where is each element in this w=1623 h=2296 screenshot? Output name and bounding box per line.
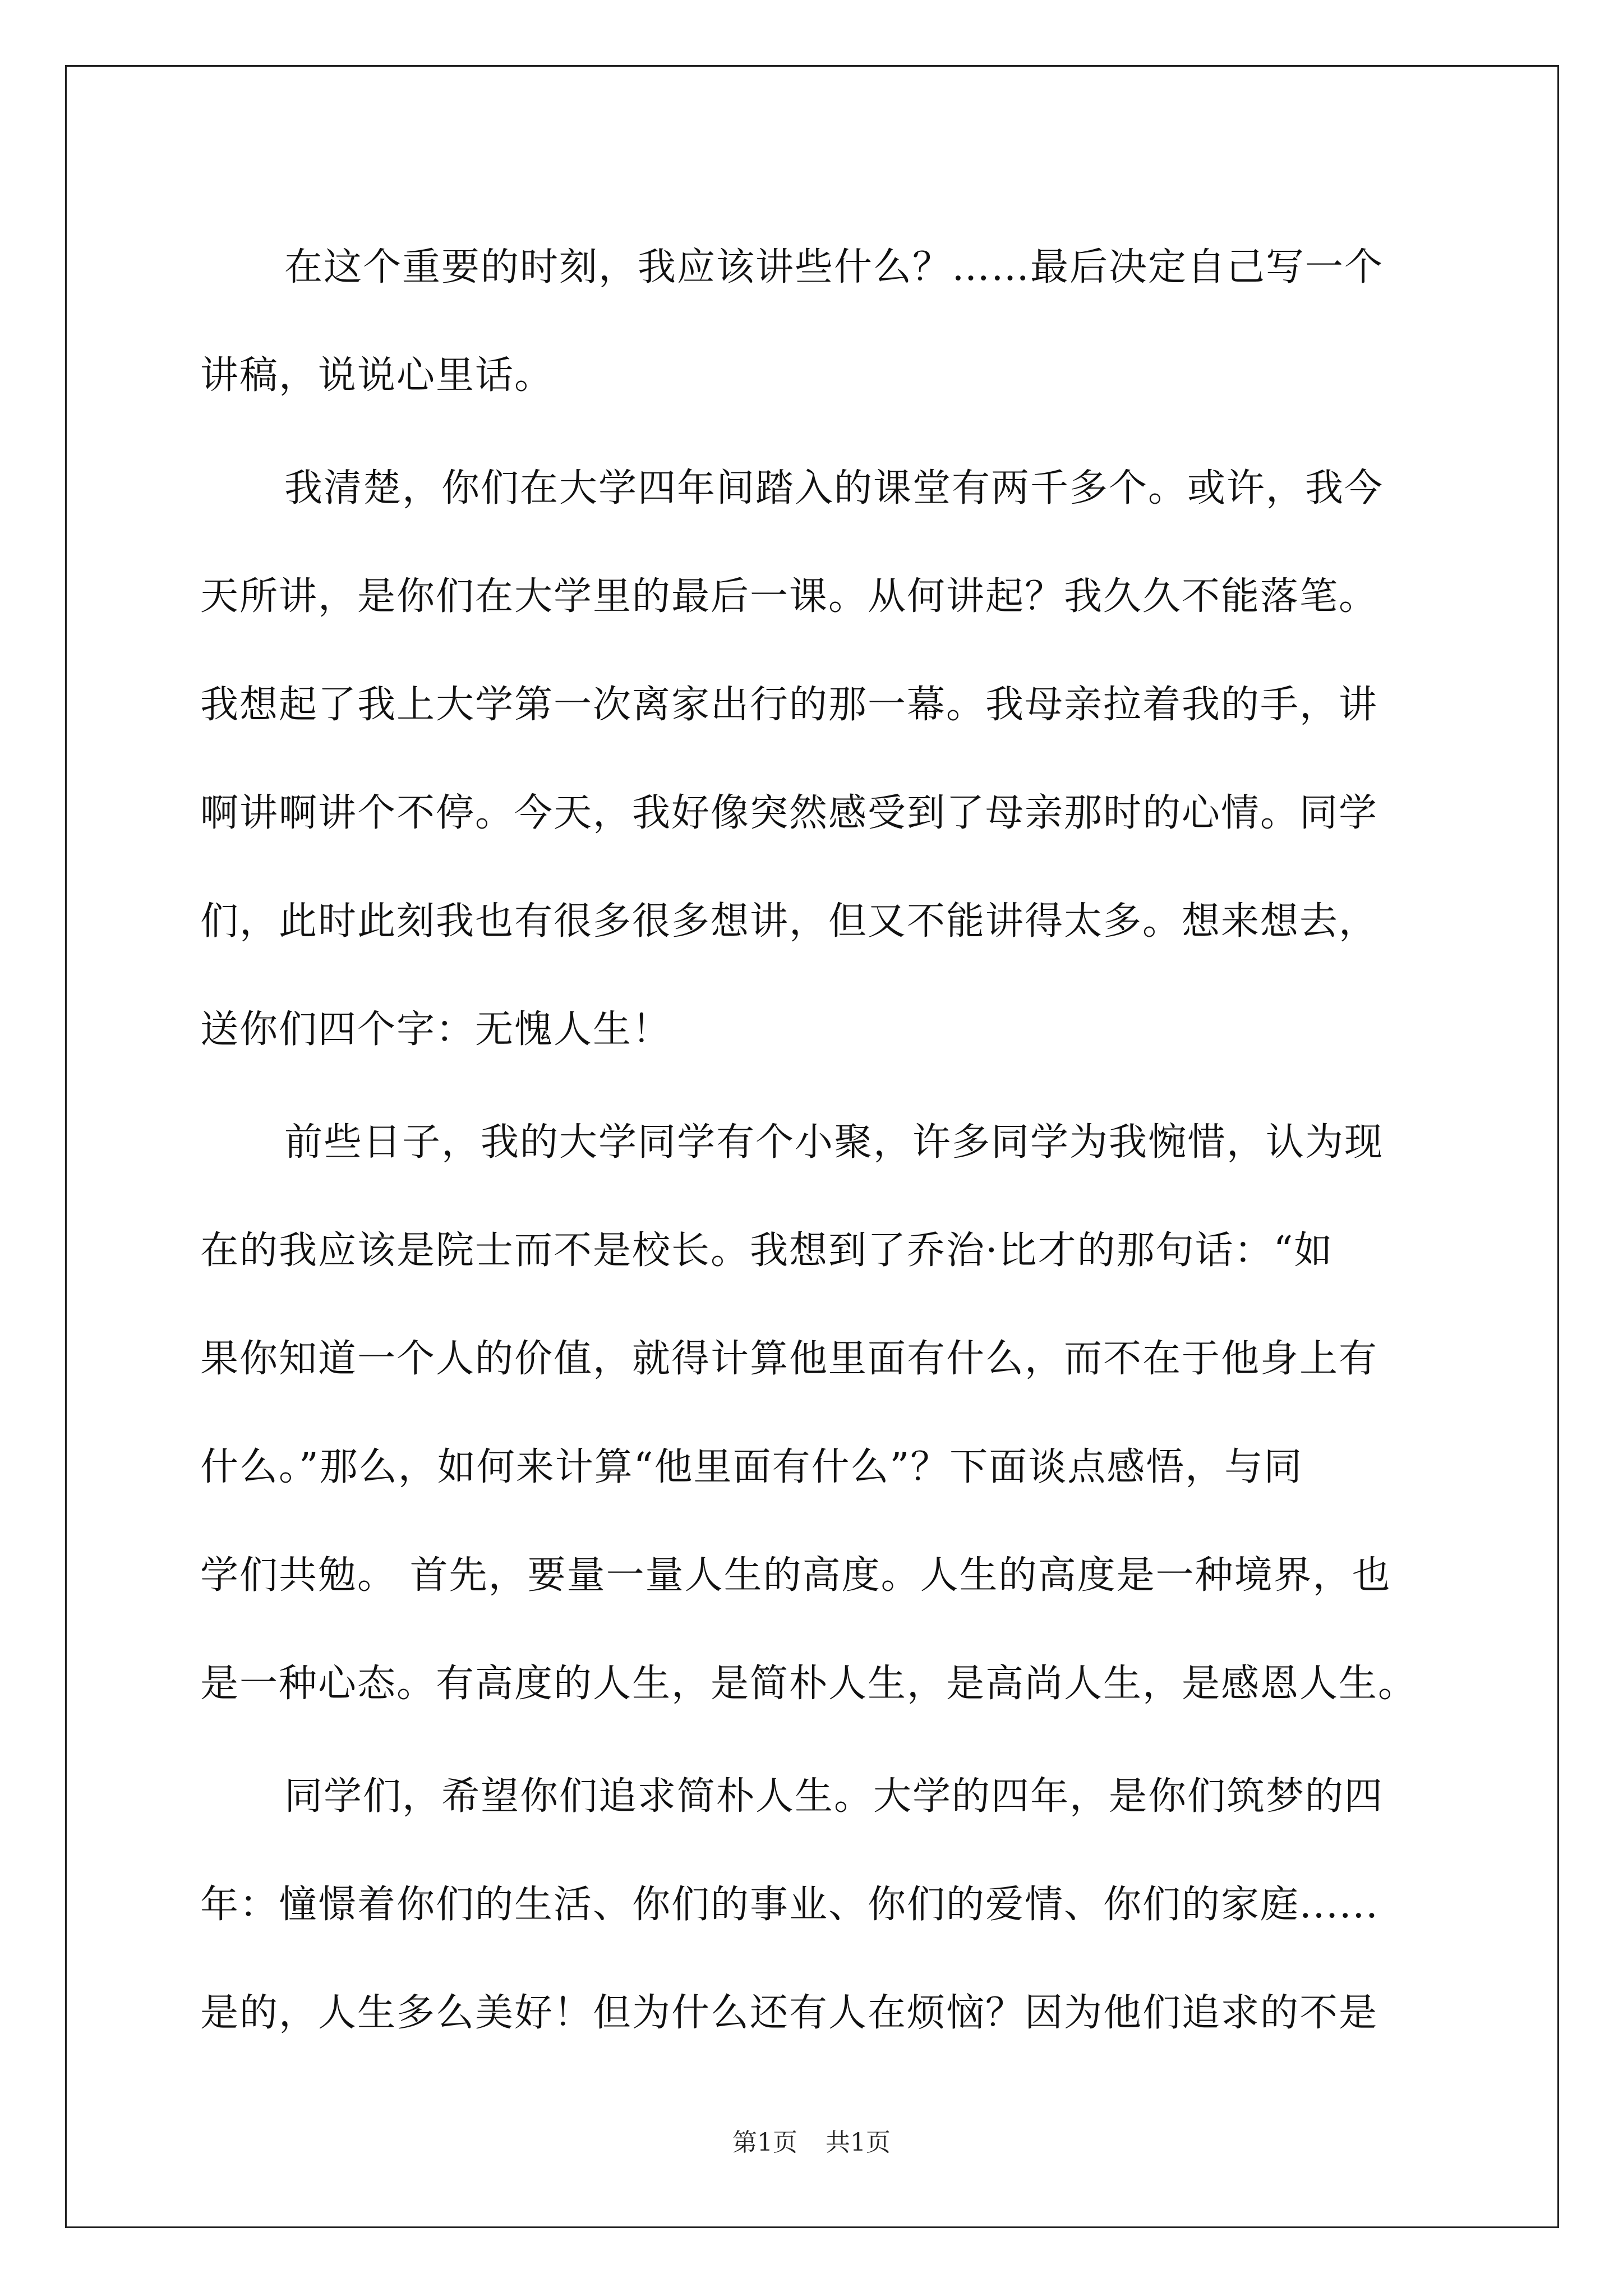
text-line: 是一种心态。有高度的人生，是简朴人生，是高尚人生，是感恩人生。 <box>200 1662 1418 1706</box>
text-line: 年：憧憬着你们的生活、你们的事业、你们的爱情、你们的家庭...... <box>200 1883 1379 1927</box>
text-line: 们，此时此刻我也有很多很多想讲，但又不能讲得太多。想来想去， <box>200 899 1378 944</box>
text-line: 天所讲，是你们在大学里的最后一课。从何讲起？我久久不能落笔。 <box>200 574 1378 619</box>
text-line: 是的，人生多么美好！但为什么还有人在烦恼？因为他们追求的不是 <box>200 1991 1378 2035</box>
page-footer <box>0 2126 1623 2160</box>
text-line: 啊讲啊讲个不停。今天，我好像突然感受到了母亲那时的心情。同学 <box>200 791 1378 835</box>
page-number: 第1页 <box>732 2128 797 2157</box>
text-line: 学们共勉。 首先，要量一量人生的高度。人生的高度是一种境界，也 <box>200 1553 1391 1598</box>
text-line: 同学们，希望你们追求简朴人生。大学的四年，是你们筑梦的四 <box>284 1774 1384 1819</box>
text-line: 在的我应该是院士而不是校长。我想到了乔治·比才的那句话：“如 <box>200 1228 1334 1273</box>
text-line: 我清楚，你们在大学四年间踏入的课堂有两千多个。或许，我今 <box>284 466 1384 510</box>
document-body <box>200 213 1468 2067</box>
text-line: 送你们四个字：无愧人生！ <box>200 1007 672 1052</box>
text-line: 什么。”那么，如何来计算“他里面有什么”？下面谈点感悟，与同 <box>200 1445 1303 1489</box>
text-line: 在这个重要的时刻，我应该讲些什么？……最后决定自己写一个 <box>284 245 1384 289</box>
text-line: 讲稿，说说心里话。 <box>200 353 554 398</box>
text-line: 我想起了我上大学第一次离家出行的那一幕。我母亲拉着我的手，讲 <box>200 683 1378 727</box>
text-line: 前些日子，我的大学同学有个小聚，许多同学为我惋惜，认为现 <box>284 1120 1384 1165</box>
page-total: 共1页 <box>826 2128 891 2157</box>
text-line: 果你知道一个人的价值，就得计算他里面有什么，而不在于他身上有 <box>200 1337 1378 1381</box>
